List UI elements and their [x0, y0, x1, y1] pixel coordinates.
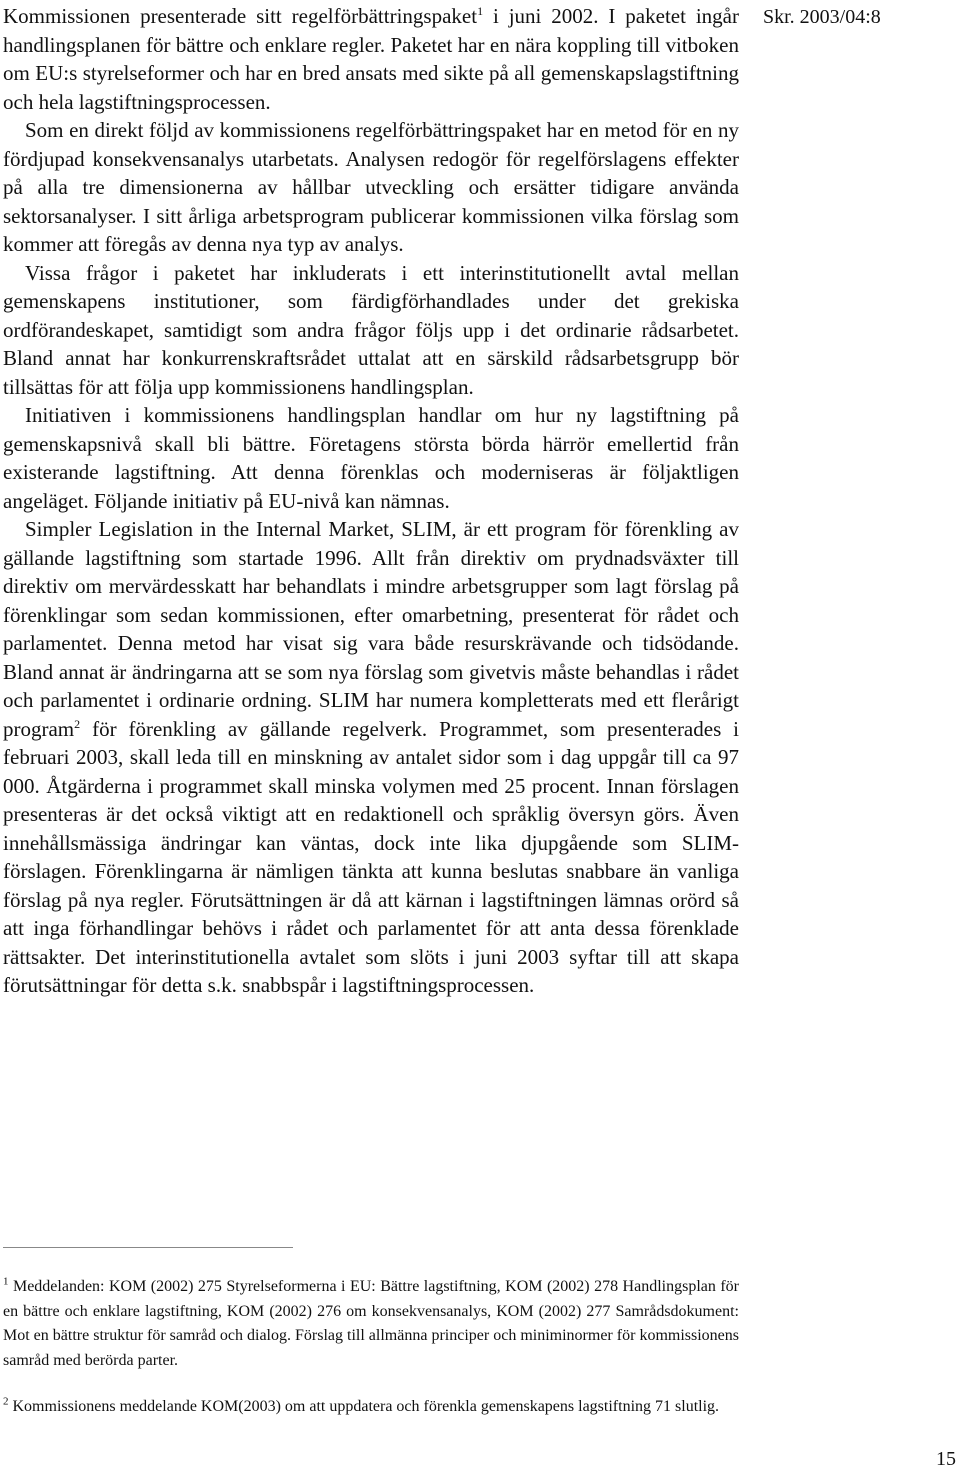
footnote-1-number: 1: [3, 1275, 9, 1288]
page-number: 15: [936, 1448, 956, 1470]
body-text: [3, 2, 739, 1000]
paragraph-5-text-a: Simpler Legislation in the Internal Market, SLIM, är ett program för förenkling av gällande lagstiftning som startade 1996. Allt från direktiv om prydnadsväxter till direktiv om mervärdesskatt har behandlats i mindre arbetsgrupper som lagt förslag på förenklingar som sedan kommissionen, efter omarbetning, presenterat för rådet och parlamentet. Denna metod har visat sig vara både resurskrävande och tidsödande. Bland annat är ändringarna att se som nya förslag som givetvis måste behandlas i rådet och parlamentet i ordinarie ordning. SLIM har numera kompletterats med ett flerårigt program: [3, 517, 739, 741]
footnote-ref-2[interactable]: 2: [74, 716, 81, 731]
footnote-2: [3, 1395, 739, 1420]
footnote-separator: [3, 1247, 293, 1248]
footnote-2-number: 2: [3, 1395, 9, 1408]
footnotes: [3, 1275, 739, 1442]
paragraph-2: Som en direkt följd av kommissionens regelförbättringspaket har en metod för en ny fördjupad konsekvensanalys utarbetats. Analysen redogör för regelförslagens effekter på alla tre dimensionerna av hållbar utveckling och ersätter tidigare använda sektorsanalyser. I sitt årliga arbetsprogram publicerar kommissionen vilka förslag som kommer att föregås av denna nya typ av analys.: [3, 118, 739, 256]
footnote-2-text: Kommissionens meddelande KOM(2003) om att uppdatera och förenkla gemenskapens lagstiftning 71 slutlig.: [8, 1398, 720, 1415]
paragraph-5: [3, 515, 739, 1000]
footnote-1-text: Meddelanden: KOM (2002) 275 Styrelseformerna i EU: Bättre lagstiftning, KOM (2002) 278 Handlingsplan för en bättre och enklare lagstiftning, KOM (2002) 276 om konsekvensanalys, KOM (2002) 277 Samrådsdokument: Mot en bättre struktur för samråd och dialog. Förslag till allmänna principer och miniminormer för kommissionens samråd med berörda parter.: [3, 1278, 739, 1369]
paragraph-5-text-b: för förenkling av gällande regelverk. Programmet, som presenterades i februari 2003, skall leda till en minskning av antalet sidor som i dag uppgår till ca 97 000. Åtgärderna i programmet skall minska volymen med 25 procent. Innan förslagen presenteras är det också viktigt att en redaktionell och språklig översyn görs. Även innehållsmässiga ändringar kan väntas, dock inte lika djupgående som SLIM-förslagen. Förenklingarna är nämligen tänkta att kunna beslutas snabbare än vanliga förslag på nya regler. Förutsättningen är då att kärnan i lagstiftningen lämnas orörd så att inga förhandlingar behövs i rådet och parlamentet för att anta dessa förenklade rättsakter. Det interinstitutionella avtalet som slöts i juni 2003 syftar till att skapa förutsättningar för detta s.k. snabbspår i lagstiftningsprocessen.: [3, 716, 739, 997]
paragraph-1-text-a: Kommissionen presenterade sitt regelförbättringspaket: [3, 4, 478, 28]
paragraph-4: Initiativen i kommissionens handlingsplan handlar om hur ny lagstiftning på gemenskapsnivå skall bli bättre. Företagens största börda härrör emellertid från existerande lagstiftning. Att denna förenklas och moderniseras är följaktligen angeläget. Följande initiativ på EU-nivå kan nämnas.: [3, 403, 739, 513]
footnote-ref-1[interactable]: 1: [477, 4, 484, 18]
document-id: Skr. 2003/04:8: [763, 6, 881, 28]
paragraph-1: [3, 2, 739, 116]
paragraph-3: Vissa frågor i paketet har inkluderats i ett interinstitutionellt avtal mellan gemenskapens institutioner, som färdigförhandlades under det grekiska ordförandeskapet, samtidigt som andra frågor följs upp i det ordinarie rådsarbetet. Bland annat har konkurrenskraftsrådet uttalat att en särskild rådsarbetsgrupp bör tillsättas för att följa upp kommissionens handlingsplan.: [3, 260, 739, 399]
paragraph-1-text-b: i juni 2002. I paketet ingår handlingsplanen för bättre och enklare regler. Paketet har en nära koppling till vitboken om EU:s styrelseformer och har en bred ansats med sikte på all gemenskapslagstiftning och hela lagstiftningsprocessen.: [3, 4, 739, 114]
footnote-1: [3, 1275, 739, 1373]
